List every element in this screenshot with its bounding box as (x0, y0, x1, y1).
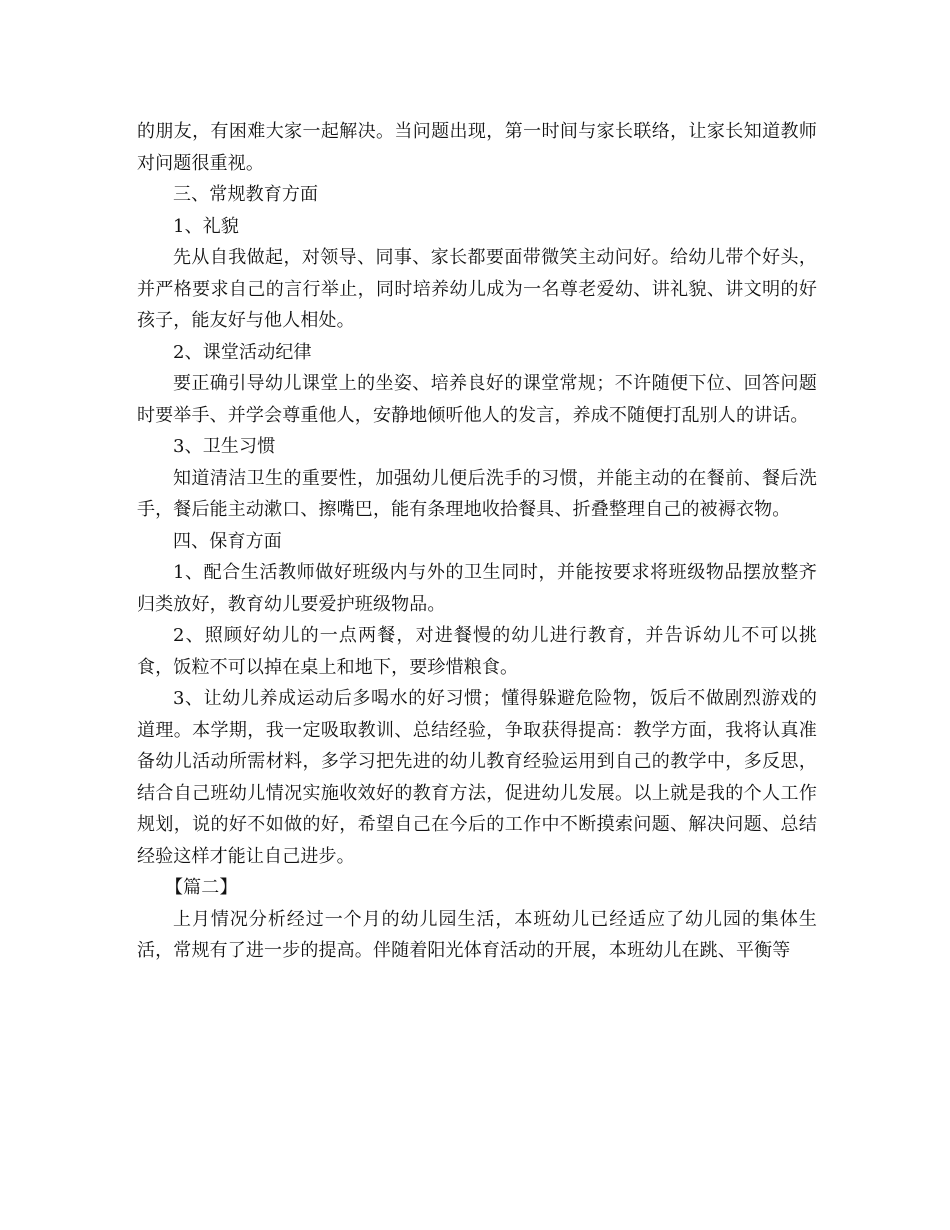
paragraph-hygiene-habits: 知道清洁卫生的重要性，加强幼儿便后洗手的习惯，并能主动的在餐前、餐后洗手，餐后能主动漱口、擦嘴巴，能有条理地收拾餐具、折叠整理自己的被褥衣物。 (137, 467, 817, 520)
section-heading-childcare: 四、保育方面 (173, 530, 282, 552)
section-marker-part-two: 【篇二】 (165, 877, 238, 898)
paragraph-childcare-2: 2、照顾好幼儿的一点两餐，对进餐慢的幼儿进行教育，并告诉幼儿不可以挑食，饭粒不可以掉在桌上和地下，要珍惜粮食。 (137, 625, 817, 678)
paragraph-childcare-1: 1、配合生活教师做好班级内与外的卫生同时，并能按要求将班级物品摆放整齐归类放好，教育幼儿要爱护班级物品。 (137, 562, 817, 615)
paragraph-classroom-discipline: 要正确引导幼儿课堂上的坐姿、培养良好的课堂常规；不许随便下位、回答问题时要举手、并学会尊重他人，安静地倾听他人的发言，养成不随便打乱别人的讲话。 (137, 373, 817, 426)
subheading-classroom-discipline: 2、课堂活动纪律 (173, 341, 312, 363)
document-body (137, 116, 817, 967)
section-heading-routine-education: 三、常规教育方面 (173, 184, 319, 205)
paragraph-childcare-3: 3、让幼儿养成运动后多喝水的好习惯；懂得躲避危险物，饭后不做剧烈游戏的道理。本学期，我一定吸取教训、总结经验，争取获得提高：教学方面，我将认真准备幼儿活动所需材料，多学习把先进的幼儿教育经验运用到自己的教学中，多反思，结合自己班幼儿情况实施收效好的教育方法，促进幼儿发展。以上就是我的个人工作规划，说的好不如做的好，希望自己在今后的工作中不断摸索问题、解决问题、总结经验这样才能让自己进步。 (137, 688, 817, 867)
subheading-hygiene-habits: 3、卫生习惯 (173, 436, 276, 457)
continuation-paragraph: 的朋友，有困难大家一起解决。当问题出现，第一时间与家长联络，让家长知道教师对问题很重视。 (137, 121, 817, 174)
paragraph-manners: 先从自我做起，对领导、同事、家长都要面带微笑主动问好。给幼儿带个好头，并严格要求自己的言行举止，同时培养幼儿成为一名尊老爱幼、讲礼貌、讲文明的好孩子，能友好与他人相处。 (137, 247, 817, 331)
subheading-manners: 1、礼貌 (173, 215, 240, 237)
paragraph-part-two-intro: 上月情况分析经过一个月的幼儿园生活，本班幼儿已经适应了幼儿园的集体生活，常规有了进一步的提高。伴随着阳光体育活动的开展，本班幼儿在跳、平衡等 (137, 908, 817, 961)
